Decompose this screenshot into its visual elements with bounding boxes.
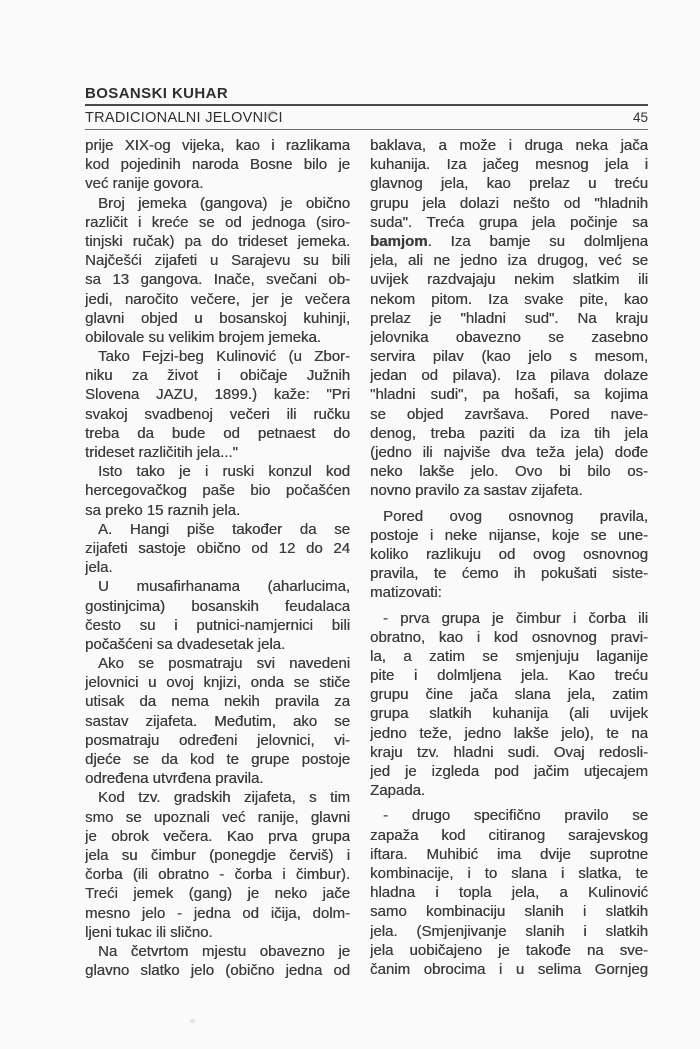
text-line	[85, 136, 350, 155]
text-line	[370, 251, 648, 270]
text-segment: zapaža kod citiranog sarajevskog	[370, 826, 648, 844]
text-line	[85, 597, 350, 616]
text-segment: baklava, a može i druga neka jača	[370, 137, 648, 154]
text-segment: niku za život i običaje Južnih	[85, 367, 350, 385]
text-segment: čorba (ili obratno - čorba i čimbur).	[85, 866, 350, 884]
text-segment: grupa slatkih kuhanija (ali uvijek	[370, 705, 648, 723]
text-line	[370, 366, 648, 385]
text-line	[85, 865, 350, 884]
text-line	[85, 692, 350, 711]
text-segment: jelovnici u ovoj knjizi, onda se stiče	[85, 674, 350, 692]
text-line	[85, 385, 350, 404]
text-line	[370, 762, 648, 781]
text-segment: Zapada.	[370, 782, 426, 800]
text-line	[85, 520, 350, 539]
text-segment: kombinacije, i to slana i slatka, te	[370, 864, 648, 882]
text-segment: novno pravilo za sastav zijafeta.	[370, 482, 583, 500]
text-line	[85, 635, 350, 654]
text-line	[370, 174, 648, 193]
text-segment: jedi, naročito večere, jer je večera	[85, 290, 350, 308]
text-segment: servira pilav (kao jelo s mesom,	[370, 348, 648, 366]
text-line	[370, 328, 648, 347]
text-segment: ljeni tukac ili slično.	[85, 923, 213, 941]
text-line	[370, 781, 648, 800]
text-segment: često su i putnici-namjernici bili	[85, 616, 350, 634]
text-line	[85, 712, 350, 731]
text-segment: smo se upoznali već ranije, glavni	[85, 808, 350, 826]
text-segment: samo kombinaciju slanih i slatkih	[370, 903, 648, 921]
text-segment: čanim obrocima i u selima Gornjeg	[370, 960, 648, 978]
text-line	[370, 647, 648, 666]
text-line	[370, 609, 648, 628]
section-title: TRADICIONALNI JELOVNICI	[85, 110, 283, 126]
text-line	[85, 884, 350, 903]
text-segment: je obrok večera. Kao prva grupa	[85, 827, 350, 845]
text-line	[370, 826, 648, 845]
text-segment: Na četvrtom mjestu obavezno je	[98, 942, 350, 960]
text-segment: jela.	[85, 559, 113, 577]
text-line	[85, 808, 350, 827]
text-line	[85, 501, 350, 520]
text-segment: jed je izgleda pod jačim utjecajem	[370, 763, 648, 780]
text-segment: "hladni sudi", pa hošafi, sa kojima	[370, 386, 648, 404]
text-segment: jedan od pilava). Iza pilava dolaze	[370, 367, 648, 385]
text-line	[370, 481, 648, 500]
text-line	[370, 960, 648, 979]
text-segment: neko lakše jelo. Ovo bi bilo os-	[370, 463, 648, 481]
text-segment: zijafeti sastoje obično od 12 do 24	[85, 539, 350, 557]
text-line	[85, 347, 350, 366]
text-line	[370, 347, 648, 366]
text-column-left	[85, 136, 350, 980]
text-line	[370, 685, 648, 704]
text-segment: denog, treba paziti da iza tih jela	[370, 424, 648, 442]
text-segment: (jedno ili najviše dva teža jela) dođe	[370, 444, 648, 461]
text-segment: obilovale su velikim brojem jemeka.	[85, 328, 321, 346]
text-segment: U musafirhanama (aharlucima,	[98, 578, 350, 596]
text-segment: gostinjcima) bosanskih feudalaca	[85, 597, 350, 615]
text-line	[370, 136, 648, 155]
text-line	[370, 155, 648, 174]
text-segment: jela, ali ne jedno iza drugog, već se	[370, 252, 648, 270]
text-segment: pite i dolmljena jela. Kao treću	[370, 667, 648, 685]
text-segment: grupu čine jača slana jela, zatim	[370, 686, 648, 704]
text-line	[85, 155, 350, 174]
page-content	[85, 86, 648, 980]
text-line	[370, 806, 648, 825]
text-segment: sa preko 15 raznih jela.	[85, 501, 241, 519]
text-line	[85, 769, 350, 788]
text-line	[370, 583, 648, 602]
text-line	[370, 405, 648, 424]
text-line	[85, 942, 350, 961]
book-title: BOSANSKI KUHAR	[85, 85, 229, 102]
text-segment: iftara. Muhibić ima dvije suprotne	[370, 845, 648, 863]
two-column-text-block	[85, 136, 648, 980]
text-line	[85, 290, 350, 309]
text-segment: la, a zatim se smjenjuju laganije	[370, 647, 648, 665]
text-segment: nekom pitom. Iza svake pite, kao	[370, 290, 648, 308]
text-segment: određena utvrđena pravila.	[85, 770, 264, 788]
text-segment: - prva grupa je čimbur i čorba ili	[383, 609, 648, 627]
text-segment: Kod tzv. gradskih zijafeta, s tim	[98, 789, 350, 807]
text-line	[85, 961, 350, 980]
text-line	[370, 864, 648, 883]
text-line	[370, 545, 648, 564]
page-header	[85, 86, 648, 130]
text-line	[85, 539, 350, 558]
text-line	[85, 481, 350, 500]
text-segment: jela su čimbur (ponegdje červiš) i	[85, 846, 350, 864]
text-line	[370, 270, 648, 289]
text-segment: koliko razlikuju od ovog osnovnog	[370, 545, 648, 563]
text-line	[85, 366, 350, 385]
text-segment: Isto tako je i ruski konzul kod	[98, 463, 350, 481]
text-line	[370, 290, 648, 309]
text-segment: suda". Treća grupa jela počinje sa	[370, 213, 648, 231]
text-line	[85, 904, 350, 923]
text-line	[85, 616, 350, 635]
text-segment: sa 13 gangova. Inače, svečani ob-	[85, 271, 350, 289]
text-segment: Najčešći zijafeti u Sarajevu su bili	[85, 252, 350, 270]
text-line	[370, 443, 648, 462]
text-line	[85, 788, 350, 807]
text-segment: kod pojedinih naroda Bosne bilo je	[85, 156, 350, 174]
text-line	[85, 750, 350, 769]
text-line	[370, 213, 648, 232]
text-line	[85, 328, 350, 347]
text-line	[370, 194, 648, 213]
text-line	[85, 673, 350, 692]
text-line	[85, 194, 350, 213]
text-segment: se objed završava. Pored nave-	[370, 405, 648, 423]
text-line	[370, 628, 648, 647]
bold-text-segment: bamjom	[370, 232, 428, 250]
text-segment: A. Hangi piše također da se	[98, 520, 350, 538]
scan-smudge	[190, 1019, 195, 1023]
text-line	[370, 724, 648, 743]
text-line	[370, 666, 648, 685]
text-line	[85, 270, 350, 289]
text-line	[85, 405, 350, 424]
header-rule-bottom	[85, 129, 648, 130]
text-segment: trideset različitih jela..."	[85, 444, 238, 461]
text-line	[85, 846, 350, 865]
text-segment: Ako se posmatraju svi navedeni	[98, 655, 350, 673]
text-line	[85, 827, 350, 846]
text-line	[370, 883, 648, 902]
text-segment: svakoj svadbenoj večeri ili ručku	[85, 405, 350, 423]
text-line	[370, 941, 648, 960]
text-segment: jela uobičajeno je takođe na sve-	[370, 941, 648, 959]
text-segment: glavni objed u bosanskoj kuhinji,	[85, 309, 350, 327]
text-line	[370, 507, 648, 526]
page-number: 45	[632, 110, 648, 125]
text-segment: posmatraju određeni jelovnici, vi-	[85, 731, 350, 749]
text-segment: Pored ovog osnovnog pravila,	[383, 507, 648, 525]
text-segment: hladna i topla jela, a Kulinović	[370, 884, 648, 902]
text-segment: već ranije govora.	[85, 175, 204, 193]
text-segment: jelovnika obavezno se zasebno	[370, 328, 648, 346]
text-segment: Slovena JAZU, 1899.) kaže: "Pri	[85, 386, 350, 404]
text-segment: utisak da nema nekih pravila za	[85, 693, 350, 711]
text-line	[85, 309, 350, 328]
text-line	[370, 743, 648, 762]
header-subtitle-row	[85, 110, 648, 126]
text-line	[370, 922, 648, 941]
text-line	[370, 564, 648, 583]
text-segment: pravila, te ćemo ih pokušati siste-	[370, 565, 648, 583]
text-segment: prije XIX-og vijeka, kao i razlikama	[85, 137, 350, 154]
header-rule-top	[85, 104, 648, 106]
text-segment: kuhanija. Iza jačeg mesnog jela i	[370, 156, 648, 174]
text-line	[370, 424, 648, 443]
text-line	[370, 526, 648, 545]
text-column-right	[370, 136, 648, 980]
text-segment: različit i kreće se od jednoga (siro-	[85, 213, 350, 231]
text-segment: treba da bude od petnaest do	[85, 424, 350, 442]
text-line	[85, 232, 350, 251]
text-line	[85, 251, 350, 270]
text-segment: kraju tzv. hladni sudi. Ovaj redosli-	[370, 743, 648, 761]
text-line	[370, 309, 648, 328]
text-line	[370, 902, 648, 921]
text-line	[85, 174, 350, 193]
text-line	[85, 923, 350, 942]
text-segment: postoje i neke nijanse, koje se une-	[370, 526, 648, 544]
text-line	[370, 845, 648, 864]
text-segment: glavno slatko jelo (obično jedna od	[85, 962, 350, 980]
text-segment: mesno jelo - jedna od ičija, dolm-	[85, 904, 350, 922]
text-segment: . Iza bamje su dolmljena	[427, 232, 648, 250]
text-line	[85, 462, 350, 481]
text-segment: Broj jemeka (gangova) je obično	[98, 194, 350, 212]
text-line	[370, 704, 648, 723]
text-segment: prelaz je "hladni sud". Na kraju	[370, 309, 648, 327]
text-segment: hercegovačkog paše bio počašćen	[85, 482, 350, 500]
text-segment: počašćeni sa dvadesetak jela.	[85, 635, 286, 653]
text-segment: - drugo specifično pravilo se	[383, 807, 648, 825]
text-segment: Treći jemek (gang) je neko jače	[85, 885, 350, 903]
text-segment: jela. (Smjenjivanje slanih i slatkih	[370, 922, 648, 940]
text-line	[370, 232, 648, 251]
text-segment: glavnog jela, kao prelaz u treću	[370, 175, 648, 193]
text-line	[370, 385, 648, 404]
text-segment: sastav zijafeta. Međutim, ako se	[85, 712, 350, 730]
text-segment: jedno teže, jedno lakše jelo), te na	[370, 724, 648, 742]
text-segment: Tako Fejzi-beg Kulinović (u Zbor-	[98, 348, 350, 366]
text-line	[370, 462, 648, 481]
text-line	[85, 577, 350, 596]
text-line	[85, 424, 350, 443]
text-line	[85, 213, 350, 232]
text-segment: tinjski ručak) pa do trideset jemeka.	[85, 232, 350, 250]
text-line	[85, 654, 350, 673]
text-segment: djeće se da kod te grupe postoje	[85, 751, 350, 768]
text-segment: grupu jela dolazi nešto od "hladnih	[370, 194, 648, 212]
text-line	[85, 558, 350, 577]
text-segment: matizovati:	[370, 584, 442, 602]
text-segment: uvijek razdvajaju nekim slatkim ili	[370, 271, 648, 289]
text-line	[85, 443, 350, 462]
text-segment: obratno, kao i kod osnovnog pravi-	[370, 628, 648, 646]
text-line	[85, 731, 350, 750]
